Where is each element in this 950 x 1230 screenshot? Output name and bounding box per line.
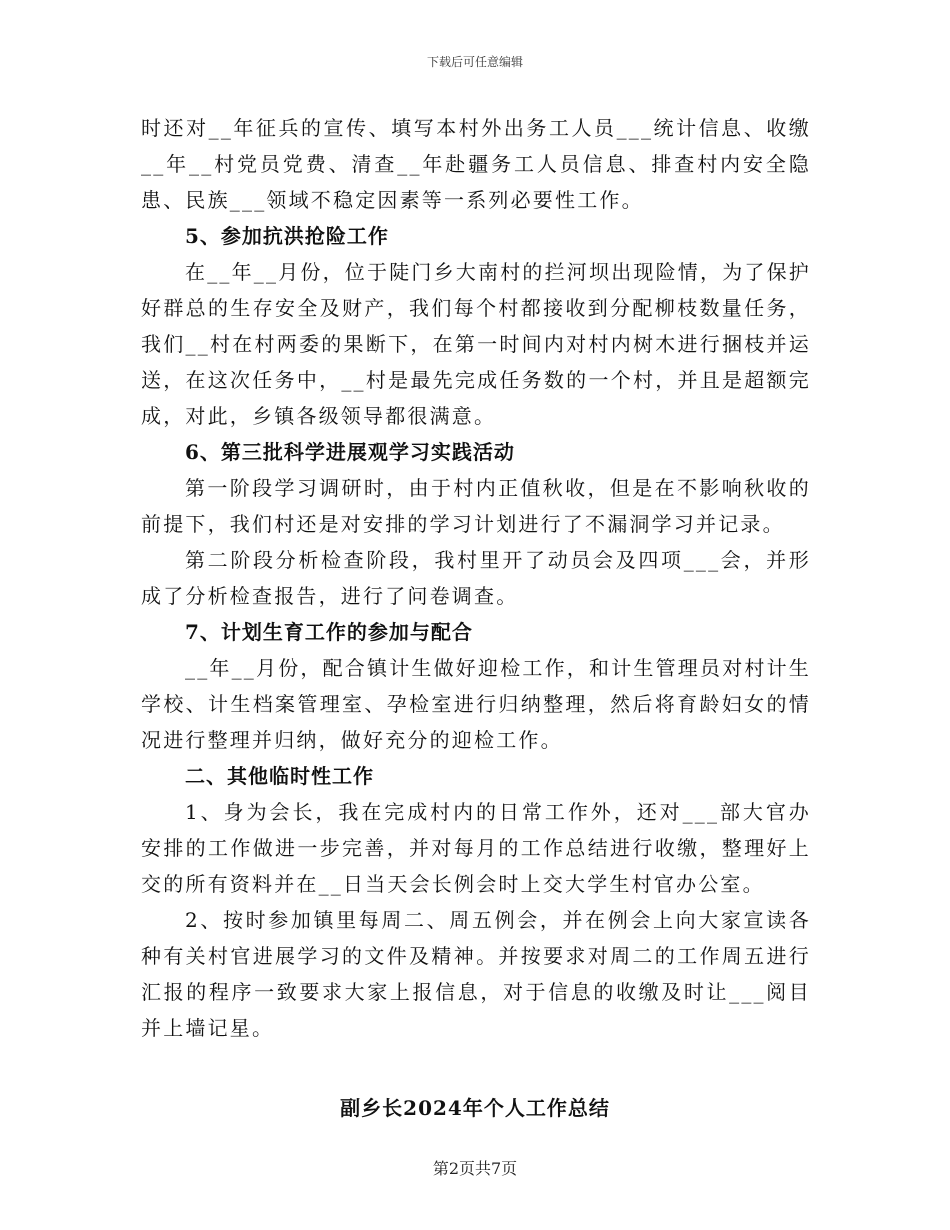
page-number: 第2页共7页	[432, 1159, 518, 1178]
paragraph-family-planning: __年__月份，配合镇计生做好迎检工作，和计生管理员对村计生学校、计生档案管理室、孕检室进行归纳整理，然后将育龄妇女的情况进行整理并归纳，做好充分的迎检工作。	[141, 656, 811, 752]
paragraph-stage-two: 第二阶段分析检查阶段，我村里开了动员会及四项___会，并形成了分析检查报告，进行了问卷调查。	[141, 548, 811, 608]
paragraph-stage-one: 第一阶段学习调研时，由于村内正值秋收，但是在不影响秋收的前提下，我们村还是对安排的学习计划进行了不漏洞学习并记录。	[141, 476, 811, 536]
section-heading-6: 6、第三批科学进展观学习实践活动	[185, 440, 515, 464]
page-header: 下载后可任意编辑	[426, 55, 523, 69]
paragraph-intro: 时还对__年征兵的宣传、填写本村外出务工人员___统计信息、收缴__年__村党员党费、清查__年赴疆务工人员信息、排查村内安全隐患、民族___领域不稳定因素等一系列必要性工作。	[141, 116, 811, 212]
paragraph-other-2: 2、按时参加镇里每周二、周五例会，并在例会上向大家宣读各种有关村官进展学习的文件及精神。并按要求对周二的工作周五进行汇报的程序一致要求大家上报信息，对于信息的收缴及时让___阅目并上墙记星。	[141, 908, 811, 1040]
section-heading-5: 5、参加抗洪抢险工作	[185, 224, 389, 248]
paragraph-flood: 在__年__月份，位于陡门乡大南村的拦河坝出现险情，为了保护好群总的生存安全及财产，我们每个村都接收到分配柳枝数量任务，我们__村在村两委的果断下，在第一时间内对村内树木进行捆枝并运送，在这次任务中，__村是最先完成任务数的一个村，并且是超额完成，对此，乡镇各级领导都很满意。	[141, 260, 811, 428]
paragraph-other-1: 1、身为会长，我在完成村内的日常工作外，还对___部大官办安排的工作做进一步完善，并对每月的工作总结进行收缴，整理好上交的所有资料并在__日当天会长例会时上交大学生村官办公室。	[141, 800, 811, 896]
section-heading-other: 二、其他临时性工作	[185, 764, 374, 788]
section-heading-7: 7、计划生育工作的参加与配合	[185, 620, 473, 644]
document-body	[141, 110, 811, 1046]
next-document-title: 副乡长2024年个人工作总结	[340, 1096, 610, 1120]
